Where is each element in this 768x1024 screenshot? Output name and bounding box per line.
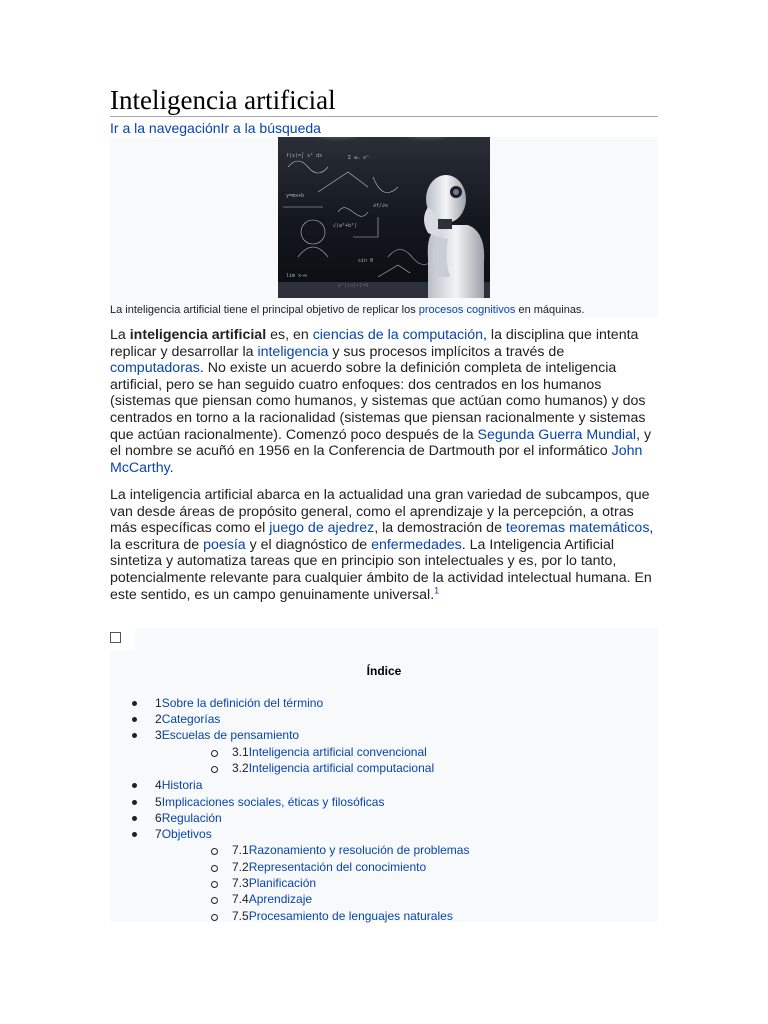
text: La (110, 327, 130, 343)
toc-link[interactable]: Inteligencia artificial computacional (248, 761, 435, 775)
toc-link[interactable]: Objetivos (161, 827, 212, 841)
toc-subitem (232, 892, 312, 906)
toc-item (155, 728, 299, 742)
jump-to-navigation-link[interactable]: Ir a la navegación (110, 120, 221, 136)
toc-subitem-marker (211, 766, 218, 773)
toc-number: 6 (155, 811, 162, 825)
second-paragraph (110, 487, 658, 603)
svg-text:y=mx+b: y=mx+b (286, 193, 305, 199)
toc-item (155, 712, 220, 726)
text: y sus procesos implícitos a través de (328, 343, 565, 360)
toc-item-marker (132, 783, 137, 788)
svg-text:lim x→∞: lim x→∞ (286, 273, 308, 279)
toc-number: 2 (155, 712, 162, 726)
toc-subitem-marker (211, 897, 218, 904)
text: La inteligencia artificial abarca en la actualidad una gran variedad de subcampos, que van desde áreas de propósito general, como el aprendizaje y la percepción, a otras más específicas como el (110, 487, 650, 537)
toc-link[interactable]: Razonamiento y resolución de problemas (248, 843, 470, 857)
toc-toggle-checkbox[interactable] (110, 632, 121, 643)
toc-link[interactable]: Regulación (161, 811, 222, 825)
toc-subitem (232, 745, 427, 759)
toc-subitem (232, 876, 316, 890)
toc-item (155, 827, 212, 841)
link-teoremas-matematicos[interactable]: teoremas matemáticos (505, 520, 650, 537)
toc-title: Índice (366, 664, 402, 678)
text: . No existe un acuerdo sobre la definición completa de inteligencia artificial, pero se han seguido cuatro enfoques: dos centrados en los humanos (sistemas que piensan como humanos, y sistemas que actúan como humanos) y dos centrados en torno a la racionalidad (sistemas que piensan racionalmente y sistemas que actúan racionalmente). Comenzó poco después de la (110, 360, 646, 443)
toc-number: 7.5 (232, 909, 249, 923)
toc-number: 4 (155, 778, 162, 792)
toc-subitem (232, 761, 434, 775)
toc-number: 1 (155, 696, 162, 710)
text: , la demostración de (374, 520, 506, 537)
toc-item-marker (132, 832, 137, 837)
link-procesos-cognitivos[interactable]: procesos cognitivos (418, 304, 516, 316)
page-title: Inteligencia artificial (110, 83, 658, 117)
toc-item (155, 778, 202, 792)
toc-subitem (232, 909, 453, 923)
svg-text:sin θ: sin θ (358, 258, 374, 264)
toc-item-marker (132, 701, 137, 706)
text: y el diagnóstico de (245, 536, 372, 553)
toc-subitem-marker (211, 865, 218, 872)
link-enfermedades[interactable]: enfermedades (371, 536, 462, 553)
toc-link[interactable]: Categorías (161, 712, 221, 726)
toc-item-marker (132, 800, 137, 805)
caption-text-end: en máquinas. (515, 304, 585, 316)
toc-item (155, 696, 323, 710)
text: , la escritura de (110, 520, 654, 553)
link-poesia[interactable]: poesía (203, 536, 246, 553)
toc-number: 7 (155, 827, 162, 841)
text: es, en (266, 327, 313, 343)
svg-text:∂f/∂x: ∂f/∂x (373, 203, 389, 209)
intro-paragraph (110, 327, 658, 476)
toc-link[interactable]: Aprendizaje (248, 892, 313, 906)
toc-subitem (232, 843, 469, 857)
toc-link[interactable]: Sobre la definición del término (161, 696, 324, 710)
link-inteligencia[interactable]: inteligencia (257, 343, 329, 360)
toc-number: 3 (155, 728, 162, 742)
toc-number: 3.2 (232, 761, 249, 775)
toc-number: 3.1 (232, 745, 249, 759)
text: , y el nombre se acuñó en 1956 en la Conferencia de Dartmouth por el informático (110, 426, 652, 460)
toc-item-marker (132, 733, 137, 738)
toc-link[interactable]: Historia (161, 778, 203, 792)
toc-link[interactable]: Planificación (248, 876, 317, 890)
toc-item-marker (132, 816, 137, 821)
caption-text: La inteligencia artificial tiene el principal objetivo de replicar los (110, 304, 419, 316)
link-computadoras[interactable]: computadoras (110, 360, 200, 377)
link-juego-ajedrez[interactable]: juego de ajedrez (269, 520, 375, 537)
reference-link[interactable]: 1 (434, 584, 440, 595)
toc-number: 7.4 (232, 892, 249, 906)
toc-link[interactable]: Implicaciones sociales, éticas y filosóficas (161, 795, 385, 809)
text: , la disciplina que intenta replicar y desarrollar la (110, 327, 639, 360)
svg-text:Σ aₙ xⁿ: Σ aₙ xⁿ (348, 155, 370, 161)
link-ciencias-computacion[interactable]: ciencias de la computación (312, 327, 484, 343)
text: . (169, 459, 174, 476)
bold-term: inteligencia artificial (129, 327, 267, 343)
link-john-mccarthy[interactable]: John McCarthy (110, 443, 643, 476)
toc-item (155, 795, 384, 809)
toc-link[interactable]: Escuelas de pensamiento (161, 728, 300, 742)
toc-background-top (135, 628, 658, 650)
toc-subitem-marker (211, 848, 218, 855)
toc-number: 7.3 (232, 876, 249, 890)
toc-subitem-marker (211, 914, 218, 921)
svg-text:f(x)=∫ x² dx: f(x)=∫ x² dx (286, 153, 323, 159)
toc-number: 7.1 (232, 843, 249, 857)
jump-to-search-link[interactable]: Ir a la búsqueda (220, 120, 321, 136)
text: . La Inteligencia Artificial sintetiza y automatiza tareas que en principio son intelectuales y es, por lo tanto, potencialmente relevante para cualquier ámbito de la actividad intelectual humana. En este sentido, es un campo genuinamente universal. (110, 536, 652, 603)
toc-number: 7.2 (232, 860, 249, 874)
svg-text:√(a²+b²): √(a²+b²) (333, 223, 358, 229)
toc-item-marker (132, 717, 137, 722)
link-segunda-guerra-mundial[interactable]: Segunda Guerra Mundial (477, 426, 637, 443)
jump-links (110, 120, 321, 136)
ai-robot-thinking-image[interactable] (278, 137, 490, 298)
toc-number: 5 (155, 795, 162, 809)
toc-link[interactable]: Representación del conocimiento (248, 860, 427, 874)
toc-subitem-marker (211, 750, 218, 757)
figure-caption (110, 303, 585, 317)
toc-subitem-marker (211, 881, 218, 888)
toc-link[interactable]: Procesamiento de lenguajes naturales (248, 909, 453, 923)
toc-subitem (232, 860, 426, 874)
toc-item (155, 811, 222, 825)
toc-link[interactable]: Inteligencia artificial convencional (248, 745, 427, 759)
